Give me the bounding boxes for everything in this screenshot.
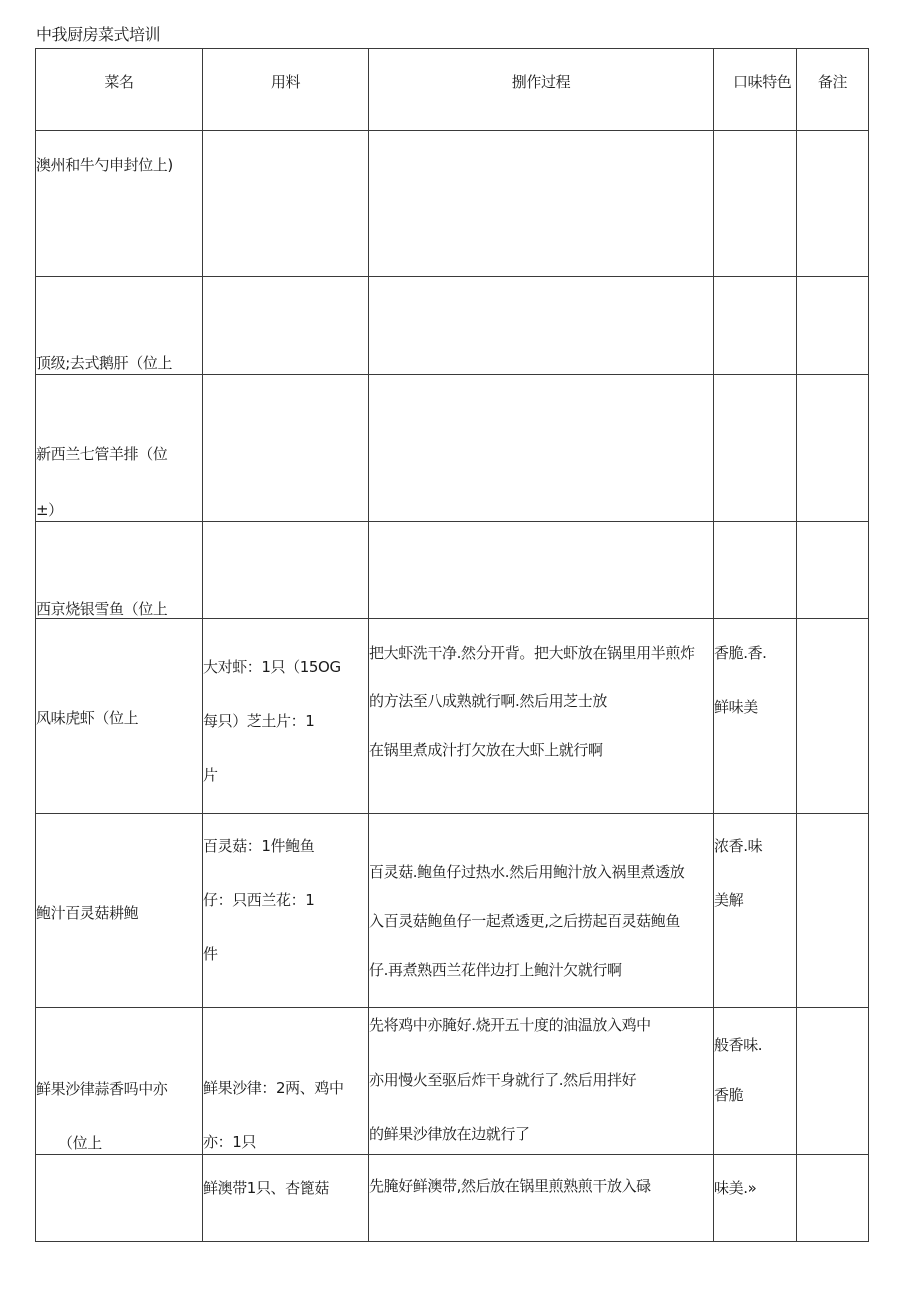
header-process: 捌作过程 xyxy=(511,73,571,91)
header-name-cell xyxy=(36,49,203,131)
header-flavor-cell xyxy=(714,49,797,131)
process-cell xyxy=(369,131,714,277)
table-row xyxy=(36,375,869,522)
dish-name-cont: ±） xyxy=(36,501,63,519)
page-title: 中我厨房菜式培训 xyxy=(36,25,161,44)
table-row xyxy=(36,1008,869,1155)
table-row xyxy=(36,619,869,814)
ingredient-line: 鲜果沙律：2两、鸡中 xyxy=(203,1079,344,1097)
dish-name: 顶级;去式鹅肝（位上 xyxy=(36,354,173,372)
table-row xyxy=(36,1155,869,1242)
ingredients-cell xyxy=(203,375,369,522)
process-line: 亦用慢火至驱后炸干身就行了.然后用拌好 xyxy=(369,1071,637,1089)
process-cell xyxy=(369,277,714,375)
notes-cell xyxy=(797,375,869,522)
process-line: 把大虾洗干净.然分开背。把大虾放在锅里用半煎炸 xyxy=(369,644,695,662)
ingredient-line: 亦：1只 xyxy=(203,1133,256,1151)
process-line: 百灵菇.鲍鱼仔过热水.然后用鲍汁放入祸里煮透放 xyxy=(369,863,685,881)
process-cell xyxy=(369,375,714,522)
header-name: 菜名 xyxy=(104,73,134,91)
ingredient-line: 件 xyxy=(203,945,218,963)
dish-name-cell xyxy=(36,1155,203,1242)
flavor-line: 般香味. xyxy=(714,1036,763,1054)
process-line: 的鲜果沙律放在边就行了 xyxy=(369,1125,530,1143)
table-row xyxy=(36,131,869,277)
process-line: 先将鸡中亦腌好.烧开五十度的油温放入鸡中 xyxy=(369,1016,651,1034)
flavor-line: 香脆.香. xyxy=(714,644,767,662)
ingredient-line: 大对虾：1只（15OG xyxy=(203,658,341,676)
table-row xyxy=(36,522,869,619)
process-line: 入百灵菇鲍鱼仔一起煮透更,之后捞起百灵菇鲍鱼 xyxy=(369,912,680,930)
header-ingredients: 用料 xyxy=(270,73,301,91)
notes-cell xyxy=(797,619,869,814)
header-ingredients-cell xyxy=(203,49,369,131)
notes-cell xyxy=(797,131,869,277)
ingredient-line: 鲜澳带1只、杏篦菇 xyxy=(203,1179,329,1197)
flavor-cell xyxy=(714,131,797,277)
notes-cell xyxy=(797,1008,869,1155)
dish-name: 新西兰七管羊排（位 xyxy=(36,445,168,463)
menu-table xyxy=(35,48,869,1242)
notes-cell xyxy=(797,1155,869,1242)
flavor-line: 浓香.味 xyxy=(714,837,763,855)
ingredient-line: 仔：只西兰花：1 xyxy=(203,891,315,909)
dish-name: 西京烧银雪鱼（位上 xyxy=(36,600,168,618)
dish-name: 鲜果沙律蒜香吗中亦 xyxy=(36,1080,168,1098)
flavor-cell xyxy=(714,375,797,522)
dish-name: 澳州和牛勺申封位上) xyxy=(36,156,173,174)
process-line: 在锅里煮成汁打欠放在大虾上就行啊 xyxy=(369,741,603,759)
flavor-line: 味美.» xyxy=(714,1179,757,1197)
header-flavor: 口味特色 xyxy=(733,73,792,91)
process-cell xyxy=(369,522,714,619)
process-line: 的方法至八成熟就行啊.然后用芝士放 xyxy=(369,692,607,710)
flavor-line: 鲜味美 xyxy=(714,698,758,716)
dish-name: 风味虎虾（位上 xyxy=(36,709,139,727)
flavor-line: 香脆 xyxy=(714,1086,744,1104)
ingredient-line: 每只）芝土片：1 xyxy=(203,712,315,730)
dish-name-cont: （位上 xyxy=(58,1134,102,1152)
table-row xyxy=(36,277,869,375)
header-notes: 备注 xyxy=(817,73,848,91)
notes-cell xyxy=(797,277,869,375)
process-line: 仔.再煮熟西兰花伴边打上鲍汁欠就行啊 xyxy=(369,961,622,979)
ingredients-cell xyxy=(203,522,369,619)
table-row xyxy=(36,814,869,1008)
header-process-cell xyxy=(369,49,714,131)
flavor-line: 美解 xyxy=(714,891,744,909)
ingredients-cell xyxy=(203,277,369,375)
header-notes-cell xyxy=(797,49,869,131)
ingredients-cell xyxy=(203,131,369,277)
dish-name: 鲍汁百灵菇耕鲍 xyxy=(36,904,139,922)
flavor-cell xyxy=(714,522,797,619)
process-line: 先腌好鲜澳带,然后放在锅里煎熟煎干放入碌 xyxy=(369,1177,651,1195)
table-header-row xyxy=(36,49,869,131)
notes-cell xyxy=(797,814,869,1008)
notes-cell xyxy=(797,522,869,619)
ingredient-line: 片 xyxy=(203,766,218,784)
ingredient-line: 百灵菇：1件鲍鱼 xyxy=(203,837,315,855)
flavor-cell xyxy=(714,277,797,375)
